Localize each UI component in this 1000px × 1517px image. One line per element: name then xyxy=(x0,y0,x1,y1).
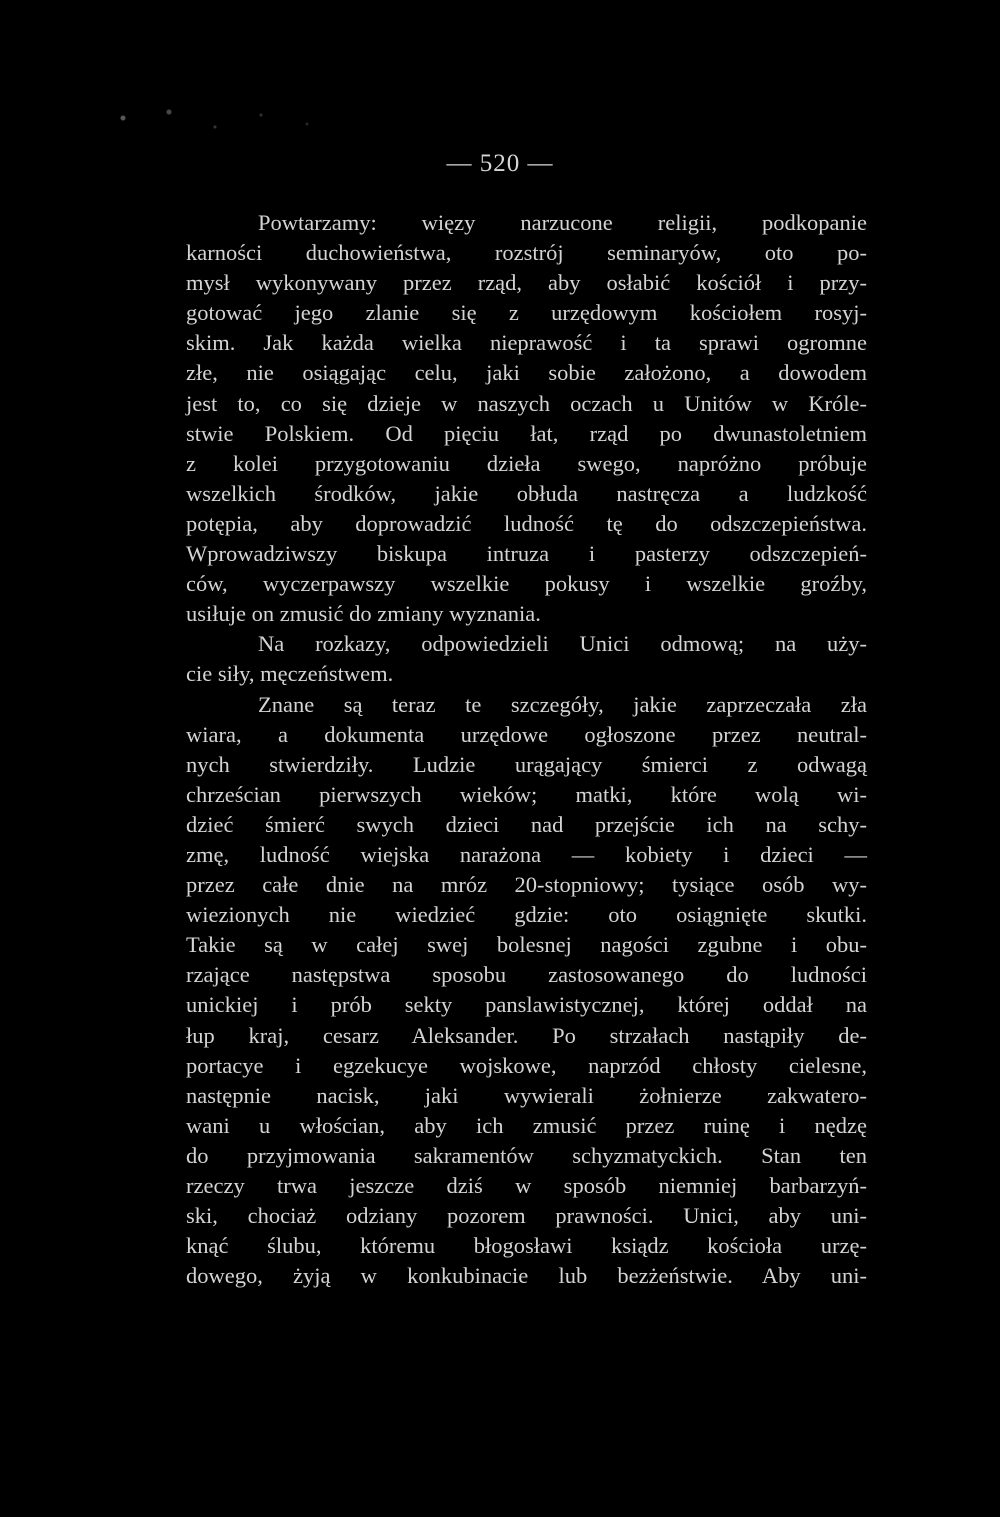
text-line: do przyjmowania sakramentów schyzmatyckich. Stan ten xyxy=(186,1142,867,1168)
text-line: cie siły, męczeństwem. xyxy=(186,661,394,687)
text-line: wiara, a dokumenta urzędowe ogłoszone przez neutral- xyxy=(186,721,867,747)
text-line: rzeczy trwa jeszcze dziś w sposób niemniej barbarzyń- xyxy=(186,1173,867,1198)
text-line: Znane są teraz te szczegóły, jakie zaprzeczała zła xyxy=(258,691,867,717)
text-line: Takie są w całej swej bolesnej nagości zgubne i obu- xyxy=(186,932,867,958)
text-line: portacye i egzekucye wojskowe, naprzód chłosty cielesne, xyxy=(186,1052,867,1078)
text-line: stwie Polskiem. Od pięciu łat, rząd po dwunastoletniem xyxy=(186,420,867,446)
text-line: dowego, żyją w konkubinacie lub bezżeństwie. Aby uni- xyxy=(186,1263,867,1289)
text-line: ski, chociaż odziany pozorem prawności. Unici, aby uni- xyxy=(186,1203,867,1229)
text-line: unickiej i prób sekty panslawistycznej, której oddał na xyxy=(186,992,867,1018)
text-line: usiłuje on zmusić do zmiany wyznania. xyxy=(186,601,541,627)
text-line: skim. Jak każda wielka nieprawość i ta sprawi ogromne xyxy=(186,330,867,356)
text-line: złe, nie osiągając celu, jaki sobie założono, a dowodem xyxy=(186,360,867,386)
text-line: knąć ślubu, któremu błogosławi ksiądz kościoła urzę- xyxy=(186,1233,867,1259)
text-line: Wprowadziwszy biskupa intruza i pasterzy odszczepień- xyxy=(186,541,867,567)
page-number: — 520 — xyxy=(446,150,554,177)
text-line: rzające następstwa sposobu zastosowanego do ludności xyxy=(186,962,867,988)
text-line: gotować jego zlanie się z urzędowym kościołem rosyj- xyxy=(186,300,867,326)
text-line: wiezionych nie wiedzieć gdzie: oto osiągnięte skutki. xyxy=(186,902,867,928)
text-line: karności duchowieństwa, rozstrój seminaryów, oto po- xyxy=(186,240,867,266)
text-line: Powtarzamy: więzy narzucone religii, podkopanie xyxy=(258,210,867,235)
text-line: dzieć śmierć swych dzieci nad przejście ich na schy- xyxy=(186,811,867,837)
text-line: wani u włościan, aby ich zmusić przez ruinę i nędzę xyxy=(186,1112,867,1138)
text-line: ców, wyczerpawszy wszelkie pokusy i wszelkie groźby, xyxy=(186,571,867,597)
text-line: nych stwierdziły. Ludzie urągający śmierci z odwagą xyxy=(186,751,867,777)
text-line: mysł wykonywany przez rząd, aby osłabić kościół i przy- xyxy=(186,270,867,296)
text-line: następnie nacisk, jaki wywierali żołnierze zakwatero- xyxy=(186,1082,867,1108)
body-text xyxy=(186,208,867,1291)
text-line: potępia, aby doprowadzić ludność tę do odszczepieństwa. xyxy=(186,510,867,536)
text-line: łup kraj, cesarz Aleksander. Po strzałach nastąpiły de- xyxy=(186,1022,867,1048)
text-line: chrześcian pierwszych wieków; matki, które wolą wi- xyxy=(186,781,867,807)
text-line: przez całe dnie na mróz 20-stopniowy; tysiące osób wy- xyxy=(186,872,867,898)
text-line: zmę, ludność wiejska narażona — kobiety i dzieci — xyxy=(186,841,867,867)
text-line: z kolei przygotowaniu dzieła swego, napróżno próbuje xyxy=(186,450,867,476)
text-line: jest to, co się dzieje w naszych oczach u Unitów w Króle- xyxy=(186,390,867,416)
text-line: wszelkich środków, jakie obłuda nastręcza a ludzkość xyxy=(186,480,867,506)
text-line: Na rozkazy, odpowiedzieli Unici odmową; na uży- xyxy=(258,631,867,657)
